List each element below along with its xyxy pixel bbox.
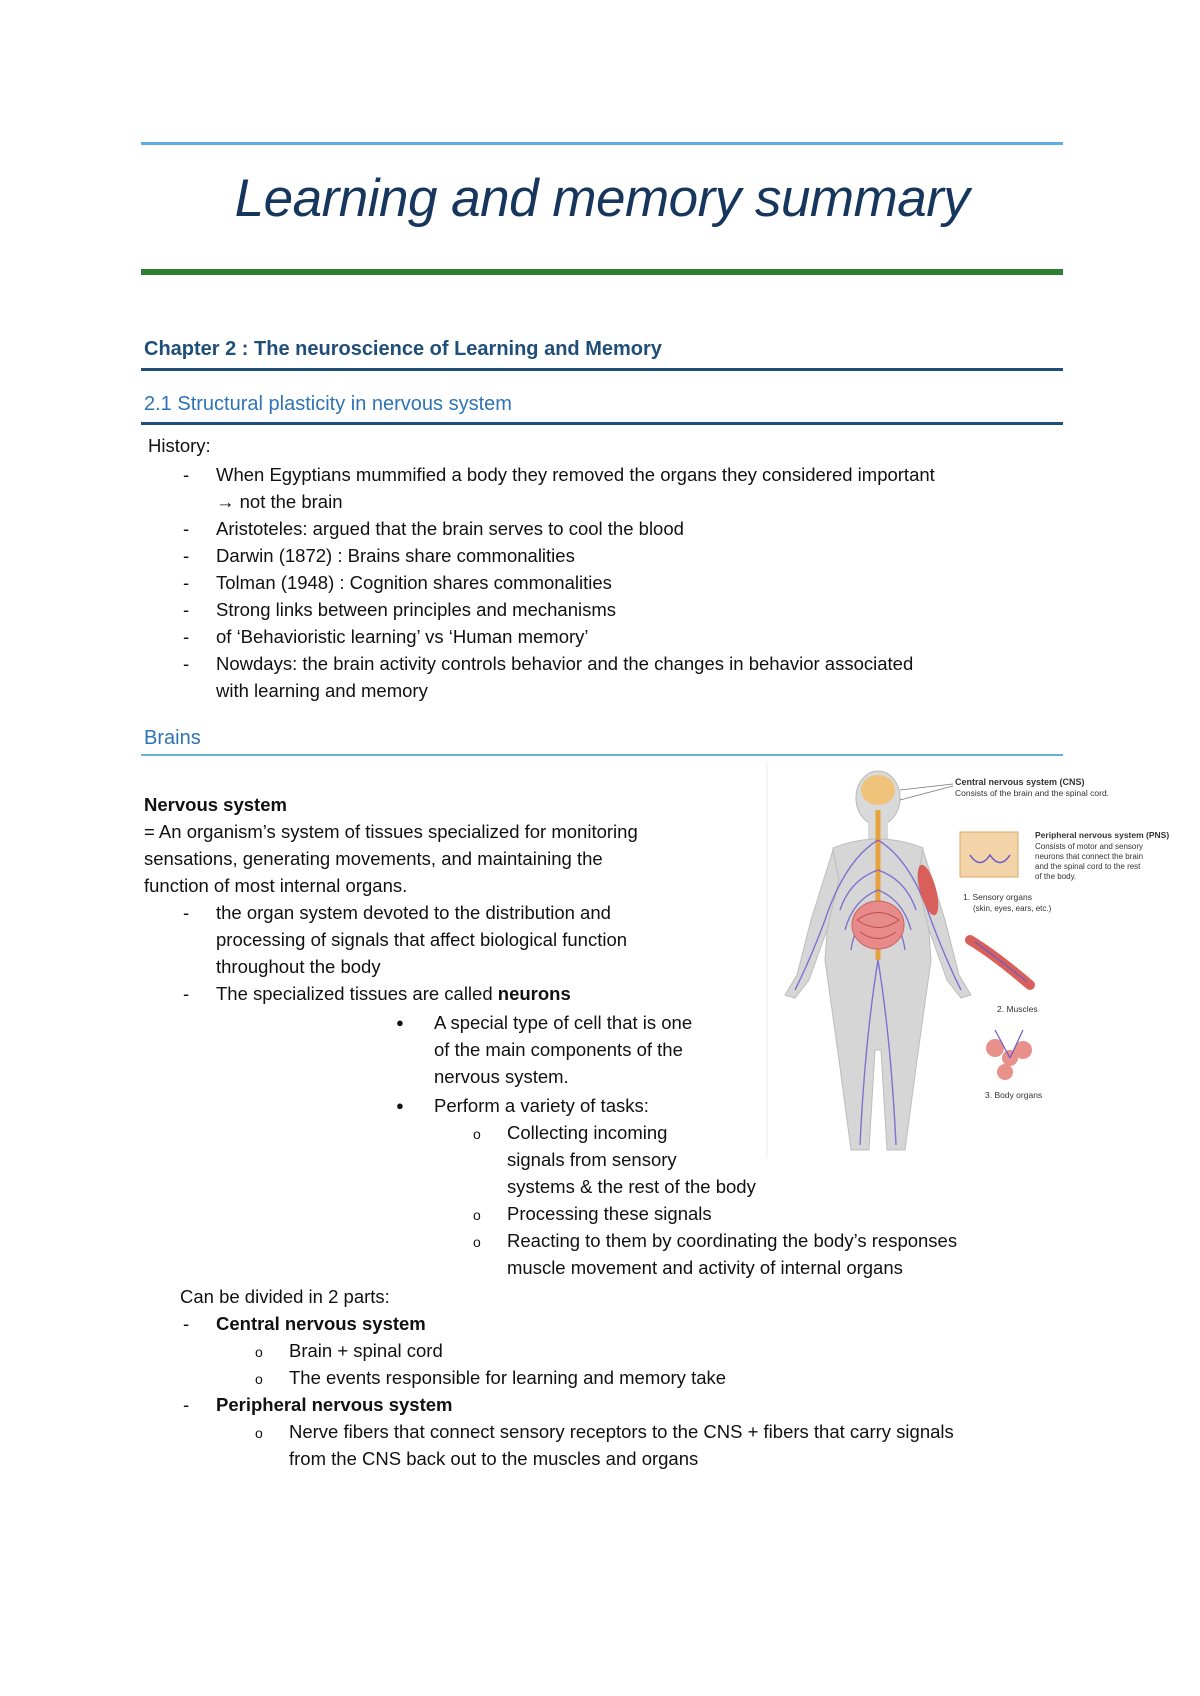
definition-line: sensations, generating movements, and maintaining the: [144, 848, 603, 869]
history-item: Strong links between principles and mechanisms: [216, 599, 617, 620]
figure-pns-desc: and the spinal cord to the rest: [1035, 862, 1141, 871]
figure-label-organs: 3. Body organs: [985, 1090, 1043, 1100]
circle-marker: o: [473, 1126, 481, 1142]
neuron-bullet-line: nervous system.: [434, 1066, 569, 1087]
top-rule: [141, 142, 1063, 145]
bullet-marker: ●: [396, 1098, 404, 1113]
figure-pns-desc: neurons that connect the brain: [1035, 852, 1144, 861]
history-item: of ‘Behavioristic learning’ vs ‘Human memory’: [216, 626, 589, 647]
neurons-line: [216, 980, 571, 1007]
figure-pns-title: Peripheral nervous system (PNS): [1035, 830, 1170, 840]
circle-marker: o: [255, 1371, 263, 1387]
section-heading: 2.1 Structural plasticity in nervous system: [144, 393, 512, 415]
dash-item-line: throughout the body: [216, 956, 381, 977]
cns-item: Brain + spinal cord: [289, 1340, 443, 1361]
circle-marker: o: [473, 1234, 481, 1250]
history-item: → not the brain: [216, 491, 343, 512]
circle-marker: o: [473, 1207, 481, 1223]
bullet-marker: ●: [396, 1015, 404, 1030]
dash-marker: -: [183, 572, 190, 593]
dash-marker: -: [183, 653, 190, 674]
neuron-bullet-line: of the main components of the: [434, 1039, 683, 1060]
neuron-bullet-line: A special type of cell that is one: [434, 1012, 693, 1033]
definition-line: = An organism’s system of tissues specialized for monitoring: [144, 821, 638, 842]
dash-item-line: processing of signals that affect biological function: [216, 929, 628, 950]
history-item: When Egyptians mummified a body they removed the organs they considered important: [216, 464, 935, 485]
neuron-bullet-line: Perform a variety of tasks:: [434, 1095, 649, 1116]
pns-label: Peripheral nervous system: [216, 1394, 453, 1415]
dash-marker: -: [183, 545, 190, 566]
history-item: Darwin (1872) : Brains share commonalities: [216, 545, 575, 566]
neurons-line-prefix: The specialized tissues are called: [216, 983, 498, 1004]
section-rule: [141, 422, 1063, 425]
nervous-system-figure: [765, 760, 1200, 1160]
dash-marker: -: [183, 626, 190, 647]
dash-marker: -: [183, 1394, 190, 1415]
nervous-system-heading: Nervous system: [144, 794, 287, 815]
dash-marker: -: [183, 599, 190, 620]
history-item: Tolman (1948) : Cognition shares commonalities: [216, 572, 612, 593]
figure-cns-desc: Consists of the brain and the spinal cord.: [955, 788, 1110, 798]
task-line: Processing these signals: [507, 1203, 712, 1224]
history-item: Aristoteles: argued that the brain serves to cool the blood: [216, 518, 684, 539]
pns-item-line: from the CNS back out to the muscles and organs: [289, 1448, 699, 1469]
figure-pns-desc: Consists of motor and sensory: [1035, 842, 1144, 851]
neurons-term: neurons: [497, 983, 571, 1004]
dash-item-line: the organ system devoted to the distribution and: [216, 902, 611, 923]
figure-pns-desc: of the body.: [1035, 872, 1077, 881]
chapter-rule: [141, 368, 1063, 371]
brains-rule: [141, 754, 1063, 756]
history-item: Nowdays: the brain activity controls behavior and the changes in behavior associated: [216, 653, 914, 674]
history-item: with learning and memory: [216, 680, 428, 701]
dash-marker: -: [183, 518, 190, 539]
task-line: systems & the rest of the body: [507, 1176, 756, 1197]
chapter-heading: Chapter 2 : The neuroscience of Learning and Memory: [144, 338, 662, 360]
task-line: Reacting to them by coordinating the body’s responses: [507, 1230, 958, 1251]
circle-marker: o: [255, 1425, 263, 1441]
dash-marker: -: [183, 902, 190, 923]
dash-marker: -: [183, 464, 190, 485]
history-label: History:: [148, 435, 211, 456]
pns-item-line: Nerve fibers that connect sensory receptors to the CNS + fibers that carry signals: [289, 1421, 954, 1442]
skin-inset-illustration: [960, 832, 1018, 877]
cns-label: Central nervous system: [216, 1313, 426, 1334]
task-line: Collecting incoming: [507, 1122, 668, 1143]
definition-line: function of most internal organs.: [144, 875, 408, 896]
figure-cns-title: Central nervous system (CNS): [955, 777, 1085, 787]
cns-item: The events responsible for learning and memory take: [289, 1367, 727, 1388]
dash-marker: -: [183, 1313, 190, 1334]
brains-heading: Brains: [144, 727, 201, 749]
divided-label: Can be divided in 2 parts:: [180, 1286, 390, 1307]
circle-marker: o: [255, 1344, 263, 1360]
document-title: Learning and memory summary: [234, 169, 970, 228]
figure-label-sensory-sub: (skin, eyes, ears, etc.): [973, 904, 1052, 913]
dash-marker: -: [183, 983, 190, 1004]
figure-label-muscles: 2. Muscles: [997, 1004, 1038, 1014]
task-line: signals from sensory: [507, 1149, 677, 1170]
title-underline-rule: [141, 269, 1063, 275]
figure-label-sensory: 1. Sensory organs: [963, 892, 1032, 902]
task-line: muscle movement and activity of internal organs: [507, 1257, 903, 1278]
